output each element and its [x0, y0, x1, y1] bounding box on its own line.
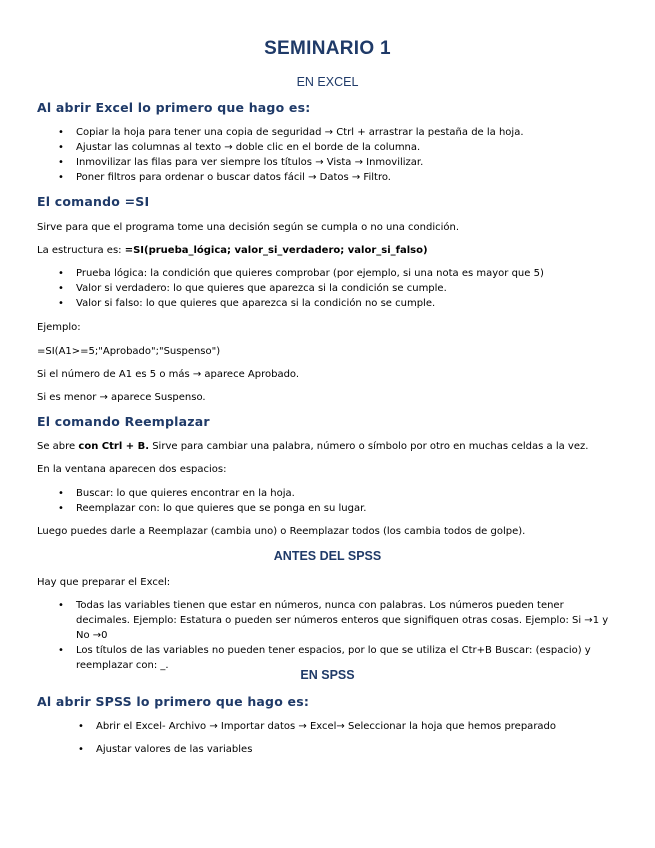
- excel-start-list: [56, 125, 524, 185]
- list-item: • Ajustar las columnas al texto → doble clic en el borde de la columna.: [58, 142, 421, 153]
- section-heading-spss-start: Al abrir SPSS lo primero que hago es:: [37, 694, 310, 709]
- list-item: • Todas las variables tienen que estar en números, nunca con palabras. Los números pueden tener decimales. Ejemplo: Estatura o pueden ser números enteros que signifiquen otras cosas. Ejemplo: Si →1 y No →0: [58, 600, 609, 641]
- bullet-icon: •: [78, 721, 84, 732]
- section-heading-excel-start: Al abrir Excel lo primero que hago es:: [37, 100, 311, 115]
- paragraph: La estructura es: =SI(prueba_lógica; valor_si_verdadero; valor_si_falso): [37, 245, 428, 256]
- paragraph: Luego puedes darle a Reemplazar (cambia uno) o Reemplazar todos (los cambia todos de golpe).: [37, 526, 526, 537]
- bullet-icon: •: [58, 172, 64, 183]
- bullet-icon: •: [58, 142, 64, 153]
- paragraph: Hay que preparar el Excel:: [37, 577, 171, 588]
- list-item: • Valor si verdadero: lo que quieres que aparezca si la condición se cumple.: [58, 283, 447, 294]
- paragraph: Si el número de A1 es 5 o más → aparece Aprobado.: [37, 369, 300, 380]
- bullet-icon: •: [58, 268, 64, 279]
- section-heading-en-spss: EN SPSS: [300, 668, 355, 682]
- page-subtitle: EN EXCEL: [296, 75, 359, 89]
- bullet-icon: •: [78, 744, 84, 755]
- bullet-icon: •: [58, 298, 64, 309]
- list-item: • Los títulos de las variables no pueden tener espacios, por lo que se utiliza el Ctr+B Buscar: (espacio) y reemplazar con: _.: [58, 645, 591, 671]
- paragraph: Si es menor → aparece Suspenso.: [37, 392, 206, 403]
- section-heading-reemplazar: El comando Reemplazar: [37, 414, 210, 429]
- bullet-icon: •: [58, 600, 64, 611]
- paragraph: Se abre con Ctrl + B. Sirve para cambiar una palabra, número o símbolo por otro en muchas celdas a la vez.: [37, 441, 589, 452]
- section-heading-antes-spss: ANTES DEL SPSS: [273, 549, 382, 563]
- bullet-icon: •: [58, 645, 64, 656]
- si-parts-list: [56, 266, 544, 311]
- list-item: • Abrir el Excel- Archivo → Importar datos → Excel→ Seleccionar la hoja que hemos preparado: [78, 721, 557, 732]
- list-item: • Copiar la hoja para tener una copia de seguridad → Ctrl + arrastrar la pestaña de la hoja.: [58, 127, 524, 138]
- bullet-icon: •: [58, 283, 64, 294]
- list-item: • Buscar: lo que quieres encontrar en la hoja.: [58, 488, 295, 499]
- list-item: • Inmovilizar las filas para ver siempre los títulos → Vista → Inmovilizar.: [58, 157, 424, 168]
- spss-start-list: [76, 719, 556, 765]
- paragraph: Sirve para que el programa tome una decisión según se cumpla o no una condición.: [37, 222, 460, 233]
- bullet-icon: •: [58, 488, 64, 499]
- prepare-excel-list: [56, 598, 611, 673]
- list-item: • Reemplazar con: lo que quieres que se ponga en su lugar.: [58, 503, 367, 514]
- list-item: • Poner filtros para ordenar o buscar datos fácil → Datos → Filtro.: [58, 172, 391, 183]
- section-heading-si: El comando =SI: [37, 194, 150, 209]
- bullet-icon: •: [58, 127, 64, 138]
- list-item: • Ajustar valores de las variables: [78, 744, 253, 755]
- list-item: • Prueba lógica: la condición que quieres comprobar (por ejemplo, si una nota es mayor que 5): [58, 268, 544, 279]
- page-title: SEMINARIO 1: [264, 38, 391, 59]
- bullet-icon: •: [58, 503, 64, 514]
- reemplazar-fields-list: [56, 486, 366, 516]
- example-formula: =SI(A1>=5;"Aprobado";"Suspenso"): [37, 346, 221, 357]
- list-item: • Valor si falso: lo que quieres que aparezca si la condición no se cumple.: [58, 298, 436, 309]
- bullet-icon: •: [58, 157, 64, 168]
- example-label: Ejemplo:: [37, 322, 81, 333]
- paragraph: En la ventana aparecen dos espacios:: [37, 464, 227, 475]
